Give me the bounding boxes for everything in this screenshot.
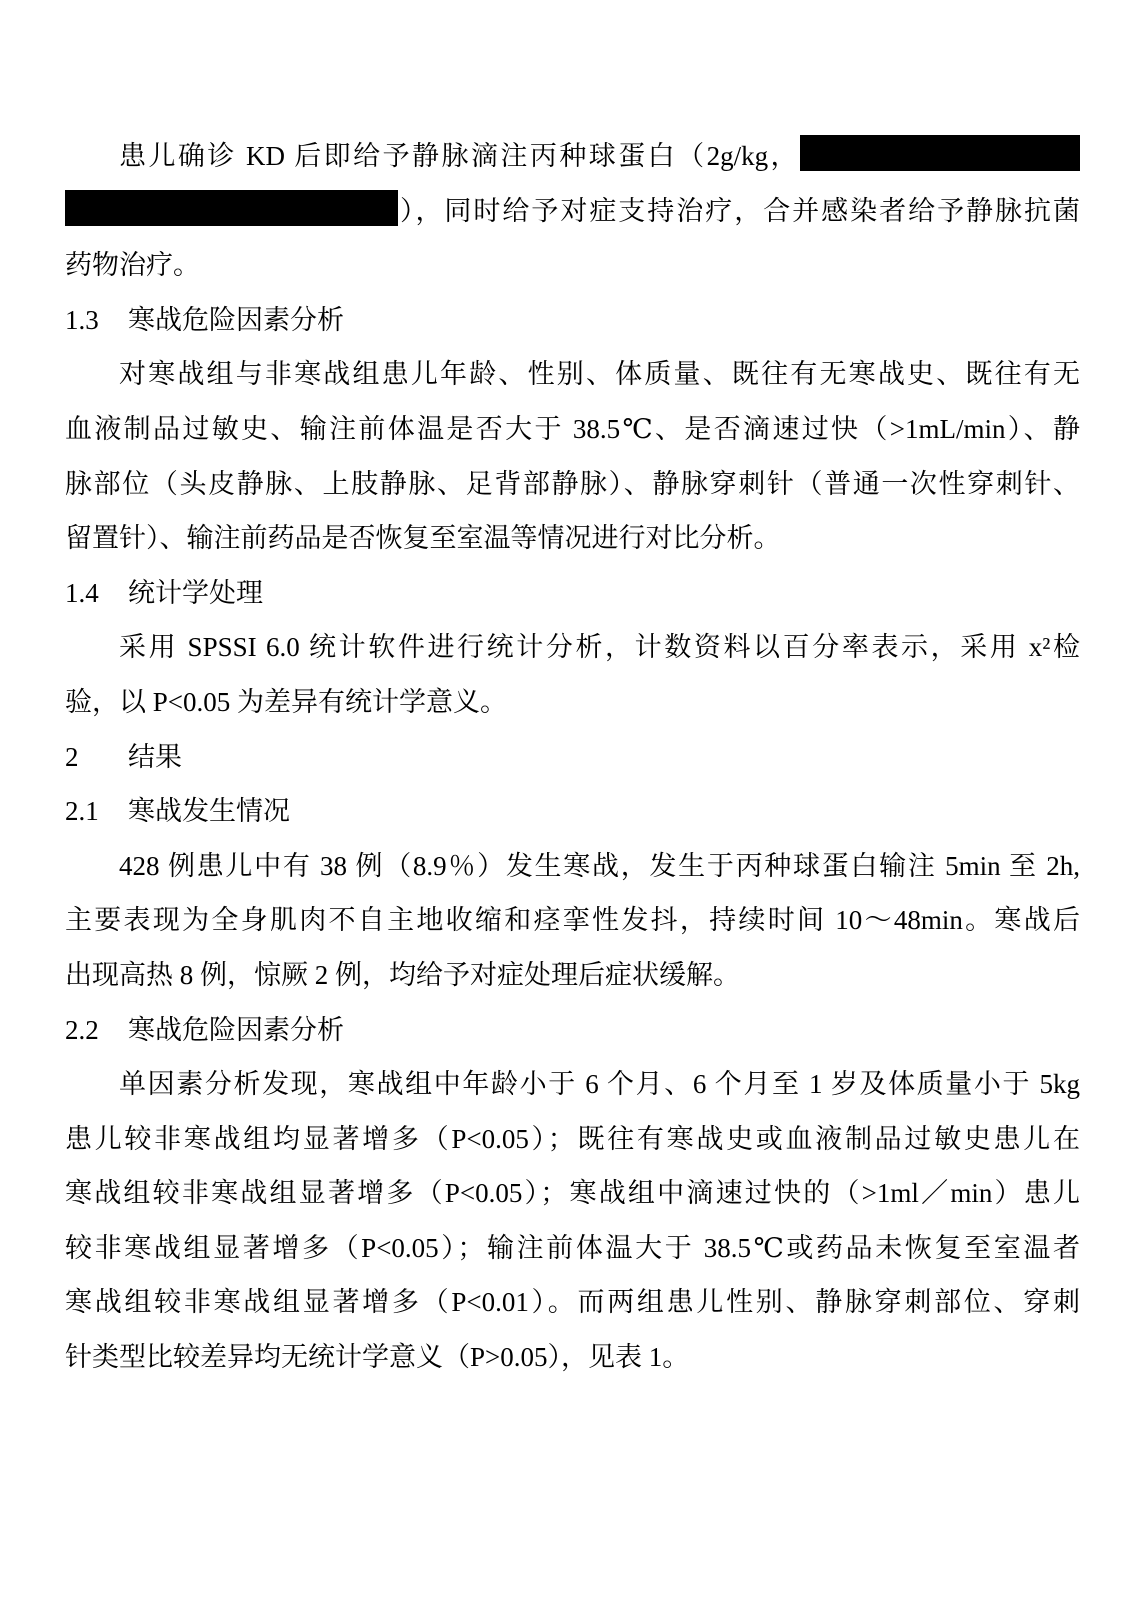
text-line: 血液制品过敏史、输注前体温是否大于 38.5℃、是否滴速过快（>1mL/min）、静 (65, 413, 1080, 444)
text-line: 验，以 P<0.05 为差异有统计学意义。 (65, 686, 507, 717)
section-title: 结果 (128, 741, 182, 772)
section-title: 寒战发生情况 (128, 796, 290, 827)
text-line: 患儿较非寒战组均显著增多（P<0.05）；既往有寒战史或血液制品过敏史患儿在 (65, 1123, 1080, 1154)
section-heading-1-3 (65, 293, 1080, 348)
section-number: 2.2 (65, 1014, 99, 1045)
section-title: 统计学处理 (128, 577, 263, 608)
redaction-box (65, 190, 398, 226)
section-heading-1-4 (65, 566, 1080, 621)
section-number: 1.4 (65, 577, 99, 608)
text-line (65, 184, 1080, 239)
redaction-box (800, 135, 1080, 171)
line-text: 患儿确诊 KD 后即给予静脉滴注丙种球蛋白（2g/kg， (119, 141, 800, 171)
text-line: 采用 SPSSI 6.0 统计软件进行统计分析，计数资料以百分率表示，采用 x²检 (119, 632, 1080, 663)
text-line: 针类型比较差异均无统计学意义（P>0.05），见表 1。 (65, 1342, 690, 1373)
text-line: 脉部位（头皮静脉、上肢静脉、足背部静脉）、静脉穿刺针（普通一次性穿刺针、 (65, 468, 1080, 499)
text-line: 主要表现为全身肌肉不自主地收缩和痉挛性发抖，持续时间 10～48min。寒战后 (65, 905, 1080, 936)
text-line: 较非寒战组显著增多（P<0.05）；输注前体温大于 38.5℃或药品未恢复至室温者 (65, 1232, 1080, 1263)
section-heading-2 (65, 730, 1080, 785)
section-title: 寒战危险因素分析 (128, 304, 344, 335)
text-line (65, 129, 1080, 184)
line-text: ），同时给予对症支持治疗，合并感染者给予静脉抗菌 (398, 195, 1080, 226)
section-heading-2-1 (65, 784, 1080, 839)
text-line: 对寒战组与非寒战组患儿年龄、性别、体质量、既往有无寒战史、既往有无 (119, 359, 1080, 390)
section-number: 2.1 (65, 796, 99, 827)
section-number: 2 (65, 741, 79, 772)
section-title: 寒战危险因素分析 (128, 1014, 344, 1045)
section-heading-2-2 (65, 1003, 1080, 1058)
text-line: 寒战组较非寒战组显著增多（P<0.05）；寒战组中滴速过快的（>1ml／min）患儿 (65, 1178, 1080, 1209)
text-line: 428 例患儿中有 38 例（8.9％）发生寒战，发生于丙种球蛋白输注 5min 至 2h, (119, 850, 1080, 881)
section-number: 1.3 (65, 304, 99, 335)
text-line: 出现高热 8 例，惊厥 2 例，均给予对症处理后症状缓解。 (65, 959, 740, 990)
text-line: 药物治疗。 (65, 250, 200, 281)
text-line: 留置针）、输注前药品是否恢复至室温等情况进行对比分析。 (65, 523, 781, 554)
document-body (65, 129, 1080, 1385)
text-line: 寒战组较非寒战组显著增多（P<0.01）。而两组患儿性别、静脉穿刺部位、穿刺 (65, 1287, 1080, 1318)
text-line: 单因素分析发现，寒战组中年龄小于 6 个月、6 个月至 1 岁及体质量小于 5kg (119, 1069, 1080, 1100)
